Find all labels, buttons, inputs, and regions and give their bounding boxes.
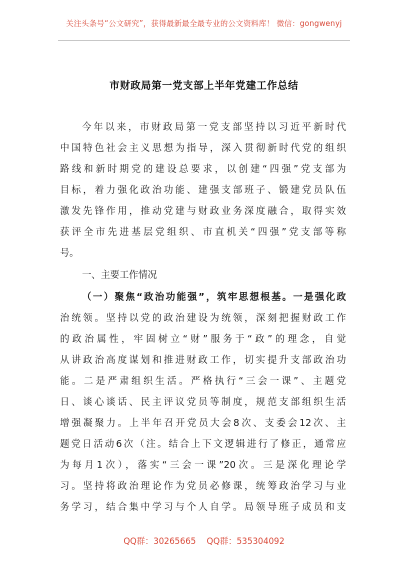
body-line: 日、谈心谈话、民主评议党员等制度，规范支部组织生活 bbox=[60, 397, 346, 408]
document-title: 市财政局第一党支部上半年党建工作总结 bbox=[109, 81, 299, 92]
intro-line: 激发先锋作用，推动党建与财政业务深度融合，取得实效 bbox=[60, 206, 346, 217]
intro-line: 目标，着力强化政治功能、建强支部班子、锻建党员队伍 bbox=[60, 185, 346, 196]
body-line: 的政治属性，牢固树立“财”服务于“政”的理念，自觉 bbox=[60, 334, 346, 345]
body-line: 题党日活动6次（注。结合上下文逻辑进行了修正，通常应 bbox=[60, 439, 346, 450]
footer-contact bbox=[0, 535, 408, 547]
body-line: 习。坚持将政治理论作为党员必修课，统筹政治学习与业 bbox=[60, 481, 346, 492]
intro-line: 中国特色社会主义思想为指导，深入贯彻新时代党的组织 bbox=[60, 143, 346, 154]
body-line: 治统领。坚持以党的政治建设为统领，深刻把握财政工作 bbox=[60, 313, 346, 324]
body-line: 能。二是严肃组织生活。严格执行“三会一课”、主题党 bbox=[60, 376, 346, 387]
header-promo-note: 关注头条号“公文研究”，获得最新最全最专业的公文资料库！ 微信：gongwenyj bbox=[66, 19, 342, 28]
intro-line: 获评全市先进基层党组织、市直机关“四强”党支部等称 bbox=[60, 227, 346, 238]
intro-line: 今年以来，市财政局第一党支部坚持以习近平新时代 bbox=[82, 122, 346, 133]
body-line: 务学习，结合集中学习与个人自学。局领导班子成员和支 bbox=[60, 502, 346, 513]
footer-qq-group-1: QQ群：30265665 bbox=[123, 536, 196, 546]
body-line: 增强凝聚力。上半年召开党员大会8次、支委会12次、主 bbox=[60, 418, 346, 429]
subsection-heading: （一）聚焦“政治功能强”，筑牢思想根基。一是强化政 bbox=[82, 292, 346, 303]
header-divider bbox=[58, 40, 350, 41]
body-line: 为每月1次），落实“三会一课”20次。三是深化理论学 bbox=[60, 460, 346, 471]
body-line: 从讲政治高度谋划和推进财政工作，切实提升支部政治功 bbox=[60, 355, 346, 366]
intro-line: 号。 bbox=[60, 248, 79, 259]
footer-qq-group-2: QQ群：535304092 bbox=[206, 536, 285, 546]
intro-line: 路线和新时期党的建设总要求，以创建“四强”党支部为 bbox=[60, 164, 346, 175]
section-heading: 一、主要工作情况 bbox=[82, 270, 158, 281]
